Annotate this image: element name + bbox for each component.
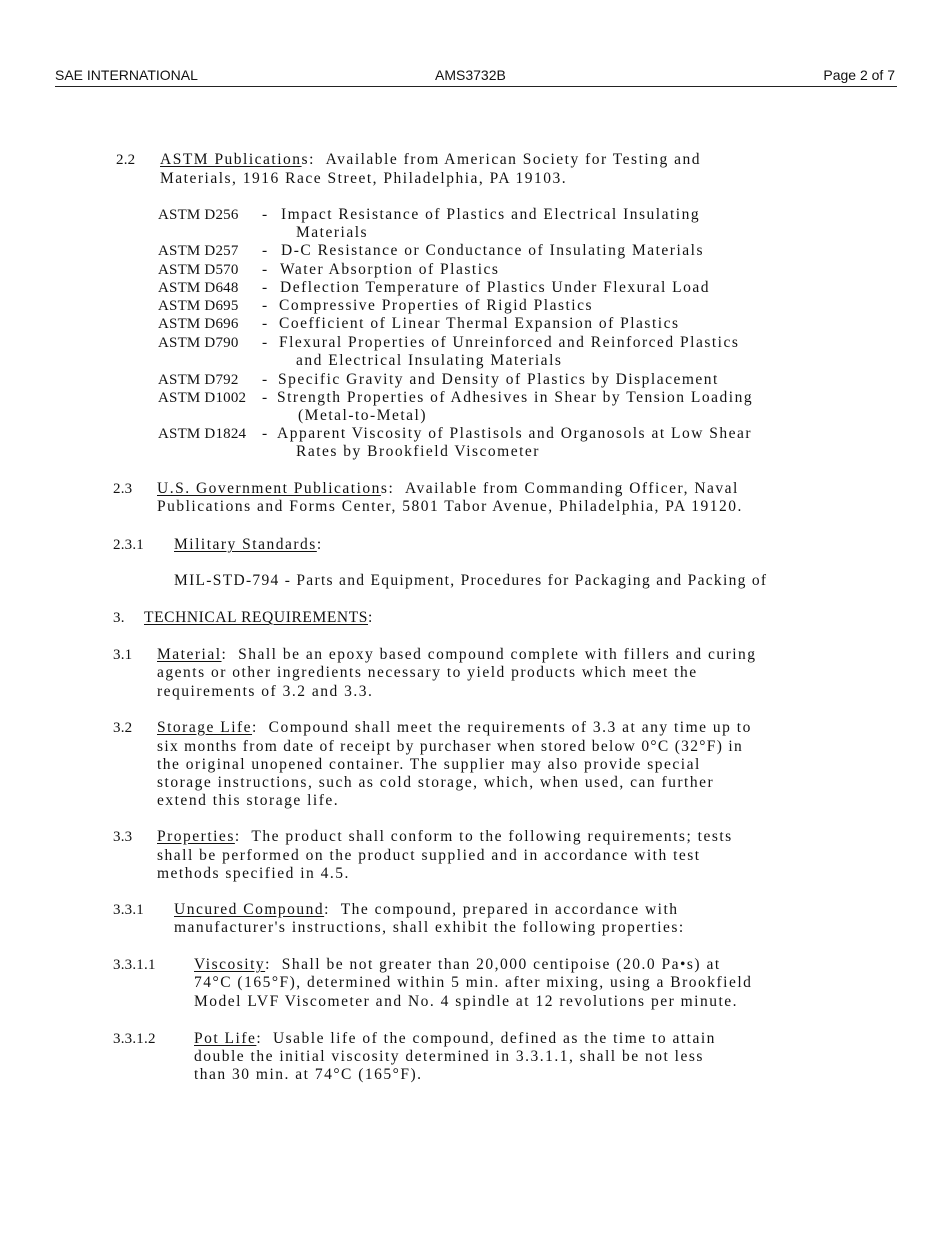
section-text: Shall be not greater than 20,000 centipoise (20.0 Pa•s) at xyxy=(281,956,721,973)
section-text: agents or other ingredients necessary to yield products which meet the xyxy=(157,664,698,681)
section-title: U.S. Government Publication xyxy=(157,480,381,497)
section-heading-line: Pot Life: Usable life of the compound, defined as the time to attain xyxy=(194,1030,716,1047)
section-heading-line: U.S. Government Publications: Available from Commanding Officer, Naval xyxy=(157,480,739,497)
header-doc-id: AMS3732B xyxy=(435,67,506,83)
standard-code: ASTM D1002 xyxy=(158,390,247,406)
standard-desc: Impact Resistance of Plastics and Electrical Insulating xyxy=(281,206,701,223)
section-text: Usable life of the compound, defined as the time to attain xyxy=(272,1030,716,1047)
section-number: 3.3.1 xyxy=(113,902,144,918)
section-text: storage instructions, such as cold storage, which, when used, can further xyxy=(157,774,715,791)
section-heading-line: Uncured Compound: The compound, prepared in accordance with xyxy=(174,901,679,918)
section-title: Military Standards xyxy=(174,536,317,553)
section-title: Properties xyxy=(157,828,235,845)
section-text: extend this storage life. xyxy=(157,792,340,809)
standard-code: ASTM D648 xyxy=(158,280,239,296)
standard-code: ASTM D257 xyxy=(158,243,239,259)
section-number: 3.1 xyxy=(113,647,133,663)
section-number: 3.3.1.1 xyxy=(113,957,156,973)
section-heading-line: Material: Shall be an epoxy based compound complete with fillers and curing xyxy=(157,646,757,663)
section-text: Materials, 1916 Race Street, Philadelphia, PA 19103. xyxy=(160,170,568,187)
standard-desc-cont: and Electrical Insulating Materials xyxy=(296,352,563,369)
standard-sep: - xyxy=(262,371,269,388)
standard-sep: - xyxy=(262,389,269,406)
standard-desc: Coefficient of Linear Thermal Expansion of Plastics xyxy=(279,315,680,332)
standard-desc: Strength Properties of Adhesives in Shear by Tension Loading xyxy=(277,389,754,406)
standard-code: ASTM D696 xyxy=(158,316,239,332)
section-text: Available from American Society for Testing and xyxy=(325,151,701,168)
section-number: 3.2 xyxy=(113,720,133,736)
section-number: 3. xyxy=(113,610,125,626)
section-title: TECHNICAL REQUIREMENTS xyxy=(144,609,369,626)
standard-desc-cont: (Metal-to-Metal) xyxy=(298,407,428,424)
section-number: 2.3.1 xyxy=(113,537,144,553)
standard-code: ASTM D1824 xyxy=(158,426,247,442)
section-number: 2.3 xyxy=(113,481,133,497)
section-text: double the initial viscosity determined in 3.3.1.1, shall be not less xyxy=(194,1048,704,1065)
section-heading-line: Properties: The product shall conform to the following requirements; tests xyxy=(157,828,733,845)
standard-desc: D-C Resistance or Conductance of Insulating Materials xyxy=(281,242,704,259)
standard-sep: - xyxy=(262,261,269,278)
standard-code: ASTM D570 xyxy=(158,262,239,278)
section-title: Viscosity xyxy=(194,956,266,973)
standard-desc: Water Absorption of Plastics xyxy=(280,261,500,278)
standard-item: MIL-STD-794 - Parts and Equipment, Procedures for Packaging and Packing of xyxy=(174,572,768,589)
standard-sep: - xyxy=(262,279,269,296)
section-text: The product shall conform to the following requirements; tests xyxy=(251,828,733,845)
section-text: six months from date of receipt by purchaser when stored below 0°C (32°F) in xyxy=(157,738,743,755)
standard-desc-cont: Rates by Brookfield Viscometer xyxy=(296,443,540,460)
standard-desc: Flexural Properties of Unreinforced and Reinforced Plastics xyxy=(279,334,740,351)
page-header xyxy=(55,66,897,87)
section-text: Model LVF Viscometer and No. 4 spindle at 12 revolutions per minute. xyxy=(194,993,739,1010)
section-text: than 30 min. at 74°C (165°F). xyxy=(194,1066,423,1083)
section-heading-line: ASTM Publications: Available from American Society for Testing and xyxy=(160,151,701,168)
section-text: Publications and Forms Center, 5801 Tabor Avenue, Philadelphia, PA 19120. xyxy=(157,498,743,515)
header-org: SAE INTERNATIONAL xyxy=(55,67,198,83)
section-text: shall be performed on the product supplied and in accordance with test xyxy=(157,847,701,864)
section-text: the original unopened container. The supplier may also provide special xyxy=(157,756,701,773)
section-title: Material xyxy=(157,646,222,663)
section-heading-line: Viscosity: Shall be not greater than 20,000 centipoise (20.0 Pa•s) at xyxy=(194,956,721,973)
section-number: 3.3 xyxy=(113,829,133,845)
standard-desc-cont: Materials xyxy=(296,224,369,241)
section-heading-line: TECHNICAL REQUIREMENTS: xyxy=(144,609,373,626)
section-number: 2.2 xyxy=(116,152,136,168)
standard-code: ASTM D256 xyxy=(158,207,239,223)
section-text: methods specified in 4.5. xyxy=(157,865,350,882)
standard-desc: Deflection Temperature of Plastics Under Flexural Load xyxy=(280,279,710,296)
standard-sep: - xyxy=(262,242,269,259)
section-text: 74°C (165°F), determined within 5 min. after mixing, using a Brookfield xyxy=(194,974,753,991)
section-title: Storage Life xyxy=(157,719,253,736)
standard-code: ASTM D792 xyxy=(158,372,239,388)
standard-code: ASTM D695 xyxy=(158,298,239,314)
section-heading-line: Military Standards: xyxy=(174,536,323,553)
section-text: The compound, prepared in accordance with xyxy=(340,901,679,918)
header-page-number: Page 2 of 7 xyxy=(823,67,895,83)
section-heading-line: Storage Life: Compound shall meet the requirements of 3.3 at any time up to xyxy=(157,719,752,736)
standard-desc: Specific Gravity and Density of Plastics by Displacement xyxy=(278,371,719,388)
standard-sep: - xyxy=(262,206,269,223)
section-text: requirements of 3.2 and 3.3. xyxy=(157,683,374,700)
section-number: 3.3.1.2 xyxy=(113,1031,156,1047)
standard-sep: - xyxy=(262,334,269,351)
standard-sep: - xyxy=(262,425,269,442)
standard-sep: - xyxy=(262,315,269,332)
section-title: Uncured Compound xyxy=(174,901,325,918)
section-title: ASTM Publication xyxy=(160,151,302,168)
section-text: Shall be an epoxy based compound complete with fillers and curing xyxy=(238,646,757,663)
standard-sep: - xyxy=(262,297,269,314)
standard-desc: Compressive Properties of Rigid Plastics xyxy=(279,297,594,314)
standard-code: ASTM D790 xyxy=(158,335,239,351)
section-text: manufacturer's instructions, shall exhibit the following properties: xyxy=(174,919,685,936)
section-text: Compound shall meet the requirements of 3.3 at any time up to xyxy=(268,719,752,736)
section-title: Pot Life xyxy=(194,1030,257,1047)
standard-desc: Apparent Viscosity of Plastisols and Organosols at Low Shear xyxy=(277,425,753,442)
section-text: Available from Commanding Officer, Naval xyxy=(405,480,739,497)
